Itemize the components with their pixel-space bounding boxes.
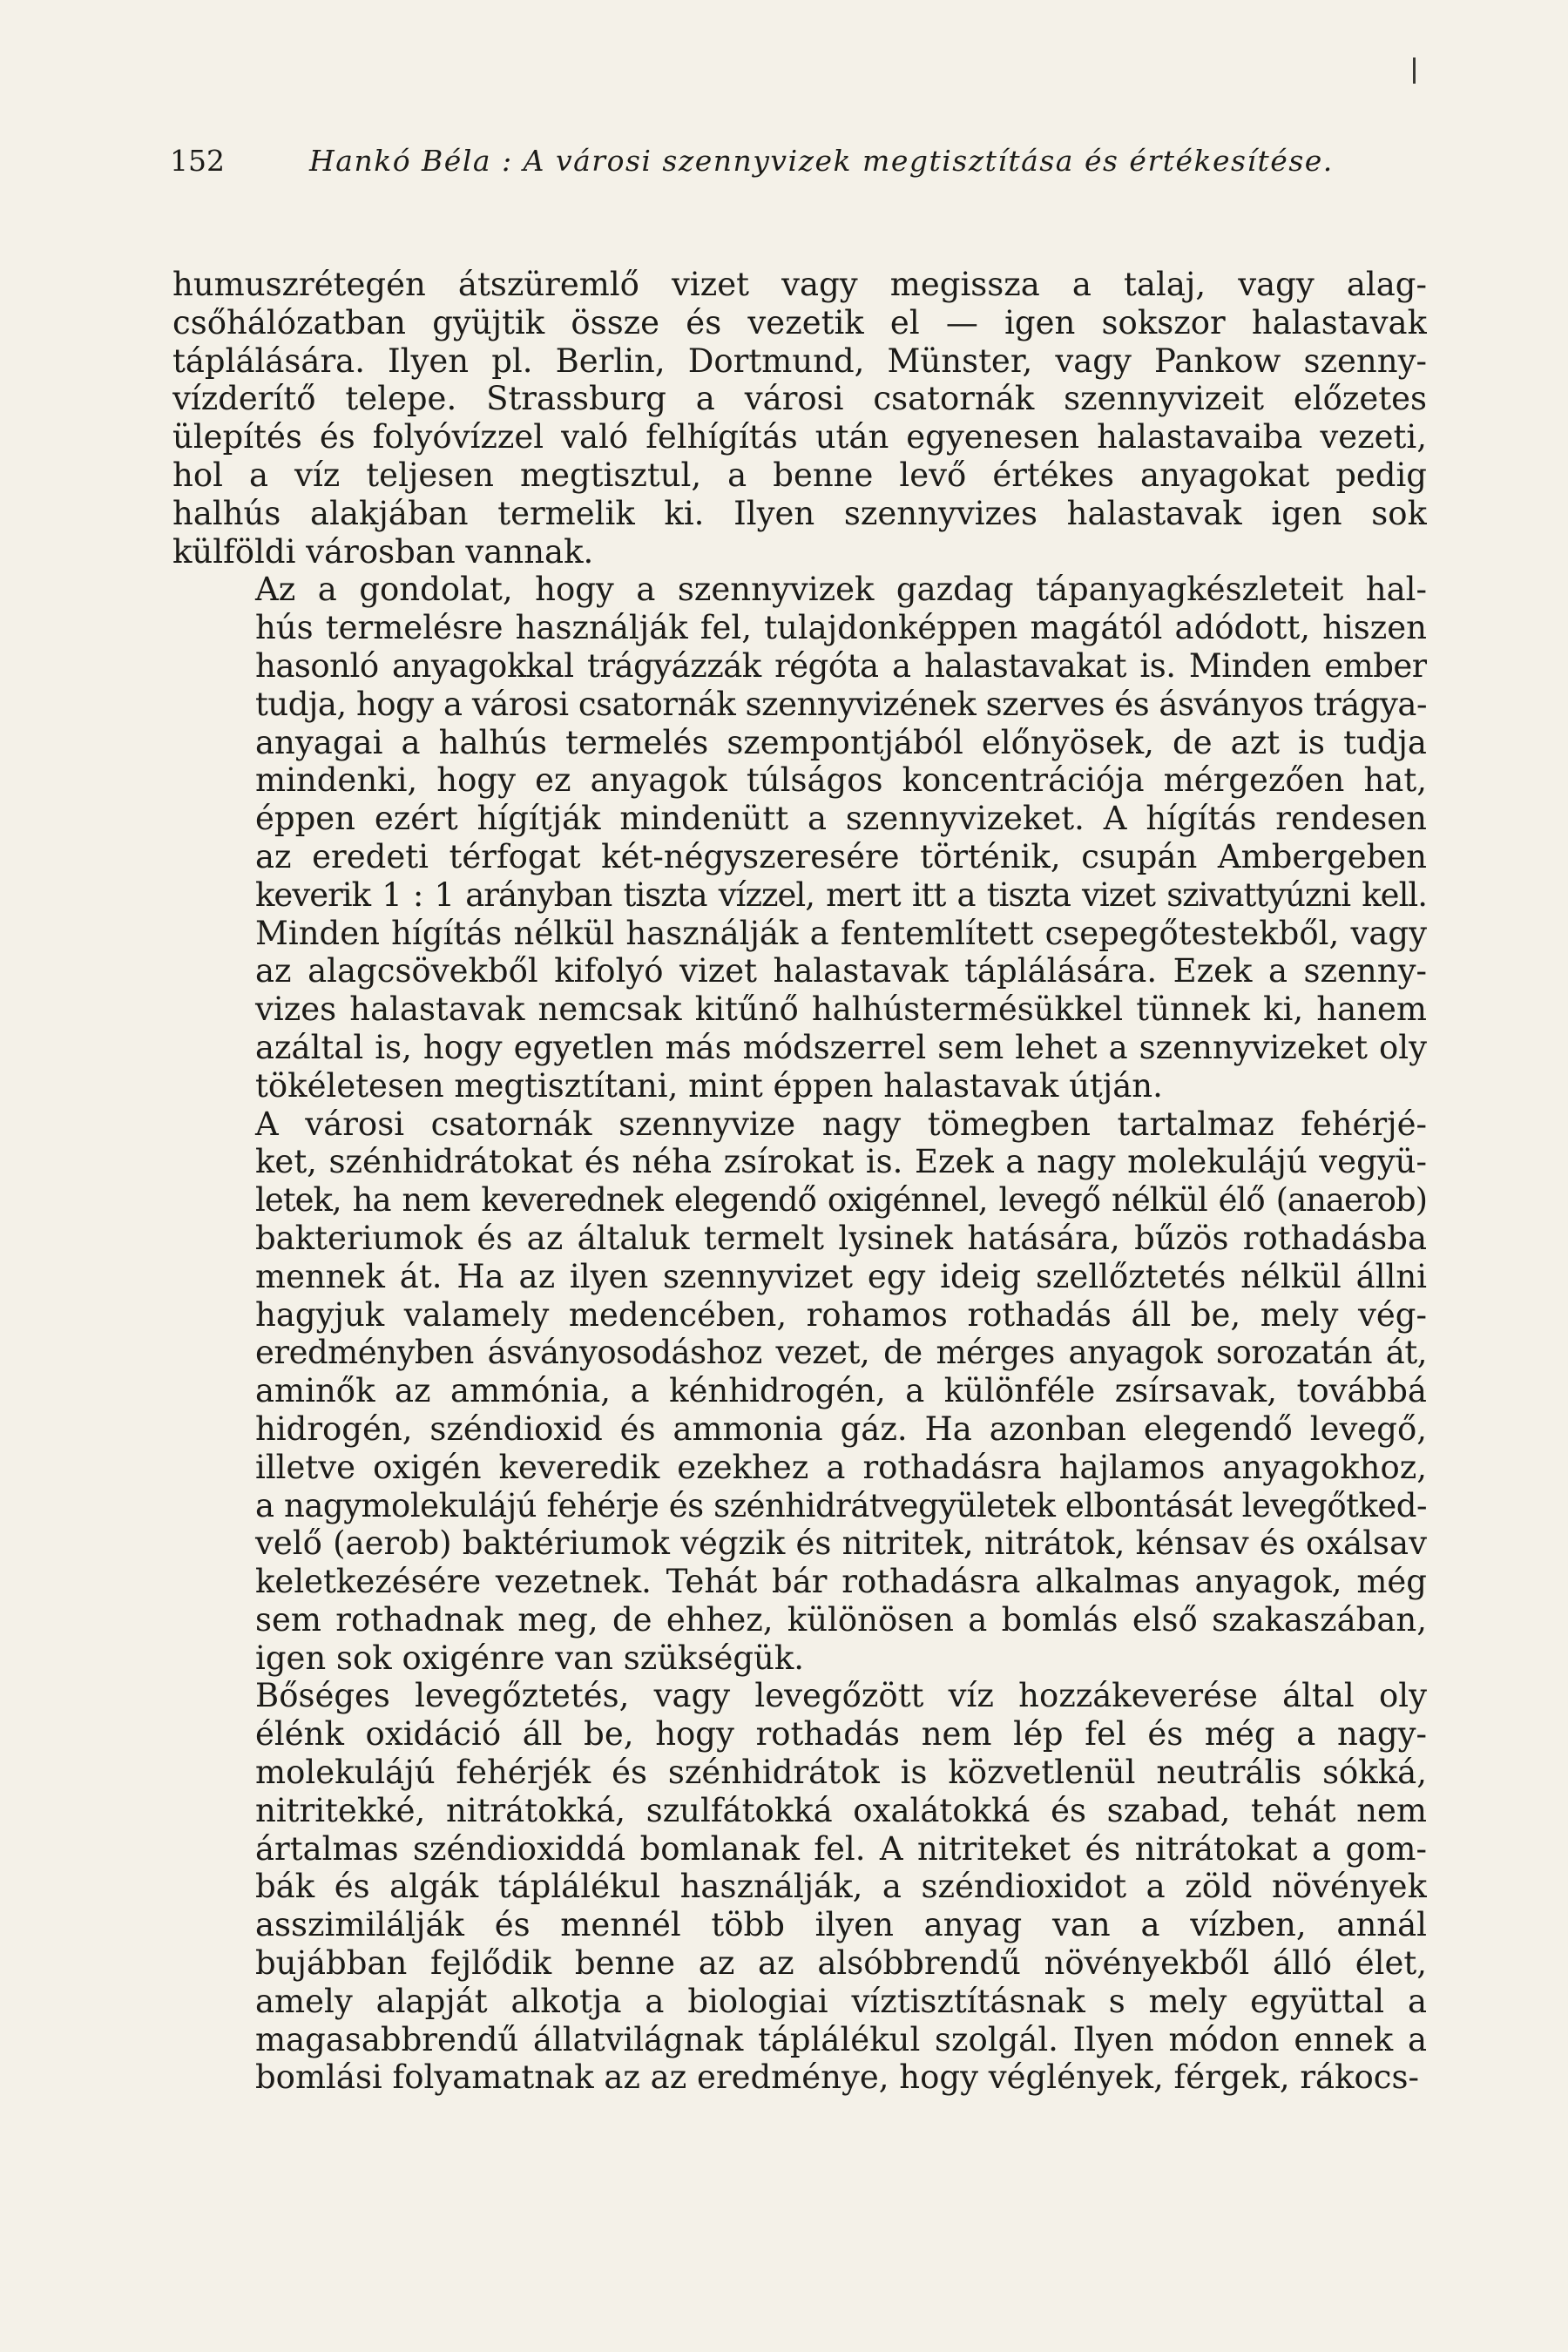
text-line: hol a víz teljesen megtisztul, a benne levő értékes anyagokat pedig bbox=[172, 456, 1427, 494]
running-head bbox=[170, 139, 1424, 183]
text-line: ülepítés és folyóvízzel való felhígítás után egyenesen halastavaiba vezeti, bbox=[172, 418, 1427, 456]
text-line: bák és algák táplálékul használják, a széndioxidot a zöld növények bbox=[255, 1868, 1427, 1906]
text-line: hús termelésre használják fel, tulajdonképpen magától adódott, hiszen bbox=[255, 609, 1427, 647]
text-line: azáltal is, hogy egyetlen más módszerrel sem lehet a szennyvizeket oly bbox=[255, 1028, 1427, 1066]
text-line: hagyjuk valamely medencében, rohamos rothadás áll be, mely vég- bbox=[255, 1295, 1427, 1334]
text-line: Minden hígítás nélkül használják a fentemlített csepegőtestekből, vagy bbox=[255, 914, 1427, 952]
text-line: aminők az ammónia, a kénhidrogén, a különféle zsírsavak, továbbá bbox=[255, 1372, 1427, 1410]
text-line: csőhálózatban gyüjtik össze és vezetik el — igen sokszor halastavak bbox=[172, 303, 1427, 341]
text-line: élénk oxidáció áll be, hogy rothadás nem lép fel és még a nagy- bbox=[255, 1715, 1427, 1754]
text-line: bakteriumok és az általuk termelt lysinek hatására, bűzös rothadásba bbox=[255, 1219, 1427, 1257]
text-line: az eredeti térfogat két-négyszeresére történik, csupán Ambergeben bbox=[255, 837, 1427, 875]
text-line: velő (aerob) baktériumok végzik és nitritek, nitrátok, kénsav és oxálsav bbox=[255, 1524, 1427, 1563]
text-line: asszimilálják és mennél több ilyen anyag van a vízben, annál bbox=[255, 1906, 1427, 1944]
text-line: ártalmas széndioxiddá bomlanak fel. A nitriteket és nitrátokat a gom- bbox=[255, 1829, 1427, 1868]
scan-mark bbox=[1413, 57, 1416, 84]
text-line: az alagcsövekből kifolyó vizet halastavak táplálására. Ezek a szenny- bbox=[255, 952, 1427, 990]
running-title: Hankó Béla : A városi szennyvizek megtisztítása és értékesítése. bbox=[309, 144, 1334, 178]
text-line: Az a gondolat, hogy a szennyvizek gazdag tápanyagkészleteit hal- bbox=[255, 571, 1427, 609]
text-line: keverik 1 : 1 arányban tiszta vízzel, mert itt a tiszta vizet szivattyúzni kell. bbox=[255, 875, 1427, 914]
body-text bbox=[172, 266, 1427, 2097]
text-line: letek, ha nem keverednek elegendő oxigénnel, levegő nélkül élő (anaerob) bbox=[255, 1181, 1427, 1220]
text-line: anyagai a halhús termelés szempontjából előnyösek, de azt is tudja bbox=[255, 723, 1427, 761]
text-line: molekulájú fehérjék és szénhidrátok is közvetlenül neutrális sókká, bbox=[255, 1754, 1427, 1792]
text-line: illetve oxigén keveredik ezekhez a rothadásra hajlamos anyagokhoz, bbox=[255, 1448, 1427, 1486]
paragraph bbox=[172, 266, 1427, 571]
text-line: ket, szénhidrátokat és néha zsírokat is. Ezek a nagy molekulájú vegyü- bbox=[255, 1143, 1427, 1181]
text-line: Bőséges levegőztetés, vagy levegőzött víz hozzákeverése által oly bbox=[255, 1677, 1427, 1715]
text-line: amely alapját alkotja a biologiai víztisztításnak s mely együttal a bbox=[255, 1982, 1427, 2020]
text-line: vizes halastavak nemcsak kitűnő halhústermésükkel tünnek ki, hanem bbox=[255, 990, 1427, 1029]
text-line: tökéletesen megtisztítani, mint éppen halastavak útján. bbox=[255, 1066, 1163, 1105]
text-line: A városi csatornák szennyvize nagy tömegben tartalmaz fehérjé- bbox=[255, 1105, 1427, 1143]
page-number: 152 bbox=[170, 144, 225, 178]
paragraph bbox=[172, 1105, 1427, 1678]
text-line: magasabbrendű állatvilágnak táplálékul szolgál. Ilyen módon ennek a bbox=[255, 2020, 1427, 2058]
text-line: sem rothadnak meg, de ehhez, különösen a bomlás első szakaszában, bbox=[255, 1600, 1427, 1639]
text-line: hidrogén, széndioxid és ammonia gáz. Ha azonban elegendő levegő, bbox=[255, 1409, 1427, 1448]
paragraph bbox=[172, 571, 1427, 1105]
text-line: mindenki, hogy ez anyagok túlságos koncentrációja mérgezően hat, bbox=[255, 761, 1427, 800]
text-line: vízderítő telepe. Strassburg a városi csatornák szennyvizeit előzetes bbox=[172, 380, 1427, 418]
text-line: halhús alakjában termelik ki. Ilyen szennyvizes halastavak igen sok bbox=[172, 494, 1427, 532]
paragraph bbox=[172, 1677, 1427, 2097]
text-line: külföldi városban vannak. bbox=[172, 532, 594, 571]
text-line: bujábban fejlődik benne az az alsóbbrendű növényekből álló élet, bbox=[255, 1944, 1427, 1983]
text-line: keletkezésére vezetnek. Tehát bár rothadásra alkalmas anyagok, még bbox=[255, 1563, 1427, 1601]
text-line: táplálására. Ilyen pl. Berlin, Dortmund, Münster, vagy Pankow szenny- bbox=[172, 341, 1427, 380]
text-line: éppen ezért hígítják mindenütt a szennyvizeket. A hígítás rendesen bbox=[255, 800, 1427, 838]
text-line: a nagymolekulájú fehérje és szénhidrátvegyületek elbontását levegőtked- bbox=[255, 1486, 1427, 1524]
text-line: mennek át. Ha az ilyen szennyvizet egy ideig szellőztetés nélkül állni bbox=[255, 1257, 1427, 1295]
text-line: hasonló anyagokkal trágyázzák régóta a halastavakat is. Minden ember bbox=[255, 646, 1427, 685]
text-line: igen sok oxigénre van szükségük. bbox=[255, 1639, 805, 1677]
text-line: humuszrétegén átszüremlő vizet vagy megissza a talaj, vagy alag- bbox=[172, 266, 1427, 303]
text-line: eredményben ásványosodáshoz vezet, de mérges anyagok sorozatán át, bbox=[255, 1334, 1427, 1372]
text-line: tudja, hogy a városi csatornák szennyvizének szerves és ásványos trágya- bbox=[255, 685, 1427, 723]
text-line: nitritekké, nitrátokká, szulfátokká oxalátokká és szabad, tehát nem bbox=[255, 1791, 1427, 1829]
text-line: bomlási folyamatnak az az eredménye, hogy véglények, férgek, rákocs- bbox=[255, 2058, 1419, 2097]
